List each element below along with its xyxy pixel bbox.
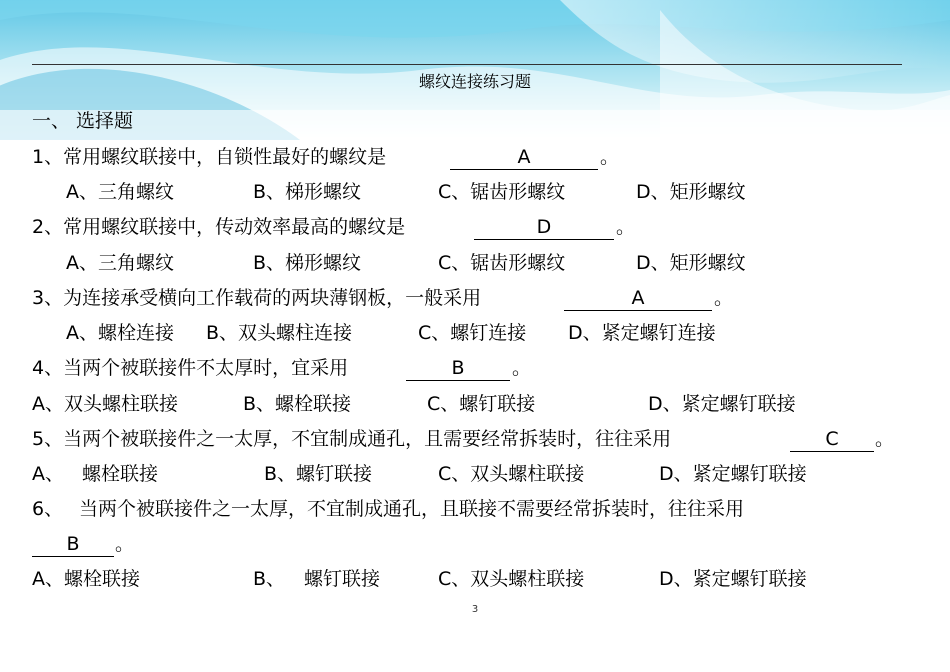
question-3-option-c: C、螺钉连接 xyxy=(418,322,527,344)
question-3-answer-blank: A xyxy=(564,286,712,311)
question-1-answer-blank: A xyxy=(450,145,598,170)
question-6-option-b-letter: B、 xyxy=(253,568,286,590)
question-5-option-a-letter: A、 xyxy=(32,463,64,485)
question-3-stem: 3、为连接承受横向工作载荷的两块薄钢板，一般采用 xyxy=(32,287,482,309)
question-2-option-c: C、锯齿形螺纹 xyxy=(438,252,566,274)
question-4-end: 。 xyxy=(512,357,532,379)
header-rule xyxy=(32,64,902,65)
decorative-banner xyxy=(0,0,950,140)
question-2-option-d: D、矩形螺纹 xyxy=(636,252,746,274)
section-heading: 一、 选择题 xyxy=(32,110,134,132)
question-2-option-a: A、三角螺纹 xyxy=(66,252,174,274)
question-5-option-c: C、双头螺柱联接 xyxy=(438,463,585,485)
question-4-option-c: C、螺钉联接 xyxy=(427,393,536,415)
question-5-option-a-text: 螺栓联接 xyxy=(82,463,159,485)
question-6-stem: 当两个被联接件之一太厚，不宜制成通孔，且联接不需要经常拆装时，往往采用 xyxy=(79,498,745,520)
question-6-option-a: A、螺栓联接 xyxy=(32,568,140,590)
page-title: 螺纹连接练习题 xyxy=(418,72,531,91)
question-1-option-c: C、锯齿形螺纹 xyxy=(438,181,566,203)
question-3-option-d: D、紧定螺钉连接 xyxy=(568,322,716,344)
question-3-option-a: A、螺栓连接 xyxy=(66,322,174,344)
question-2-option-b: B、梯形螺纹 xyxy=(253,252,362,274)
question-4-option-a: A、双头螺柱联接 xyxy=(32,393,178,415)
question-4-answer-blank: B xyxy=(406,356,510,381)
question-4-option-d: D、紧定螺钉联接 xyxy=(648,393,796,415)
question-5-stem: 5、当两个被联接件之一太厚，不宜制成通孔，且需要经常拆装时，往往采用 xyxy=(32,428,672,450)
question-1-end: 。 xyxy=(600,146,620,168)
question-6-answer-blank: B xyxy=(32,532,114,557)
question-3-option-b: B、双头螺柱连接 xyxy=(206,322,353,344)
question-5-option-b: B、螺钉联接 xyxy=(264,463,373,485)
question-5-answer-blank: C xyxy=(790,427,874,452)
question-1-option-a: A、三角螺纹 xyxy=(66,181,174,203)
page-number: 3 xyxy=(471,604,479,615)
question-6-end: 。 xyxy=(115,533,135,555)
question-1-stem: 1、常用螺纹联接中，自锁性最好的螺纹是 xyxy=(32,146,387,168)
question-2-end: 。 xyxy=(616,216,636,238)
question-3-end: 。 xyxy=(714,287,734,309)
question-1-option-d: D、矩形螺纹 xyxy=(636,181,746,203)
question-6-option-d: D、紧定螺钉联接 xyxy=(659,568,807,590)
question-5-end: 。 xyxy=(875,428,895,450)
question-4-option-b: B、螺栓联接 xyxy=(243,393,352,415)
question-1-option-b: B、梯形螺纹 xyxy=(253,181,362,203)
question-2-answer-blank: D xyxy=(474,215,614,240)
question-5-option-d: D、紧定螺钉联接 xyxy=(659,463,807,485)
question-6-option-c: C、双头螺柱联接 xyxy=(438,568,585,590)
question-2-stem: 2、常用螺纹联接中，传动效率最高的螺纹是 xyxy=(32,216,406,238)
question-4-stem: 4、当两个被联接件不太厚时，宜采用 xyxy=(32,357,349,379)
question-6-number: 6、 xyxy=(32,498,64,520)
question-6-option-b-text: 螺钉联接 xyxy=(304,568,381,590)
